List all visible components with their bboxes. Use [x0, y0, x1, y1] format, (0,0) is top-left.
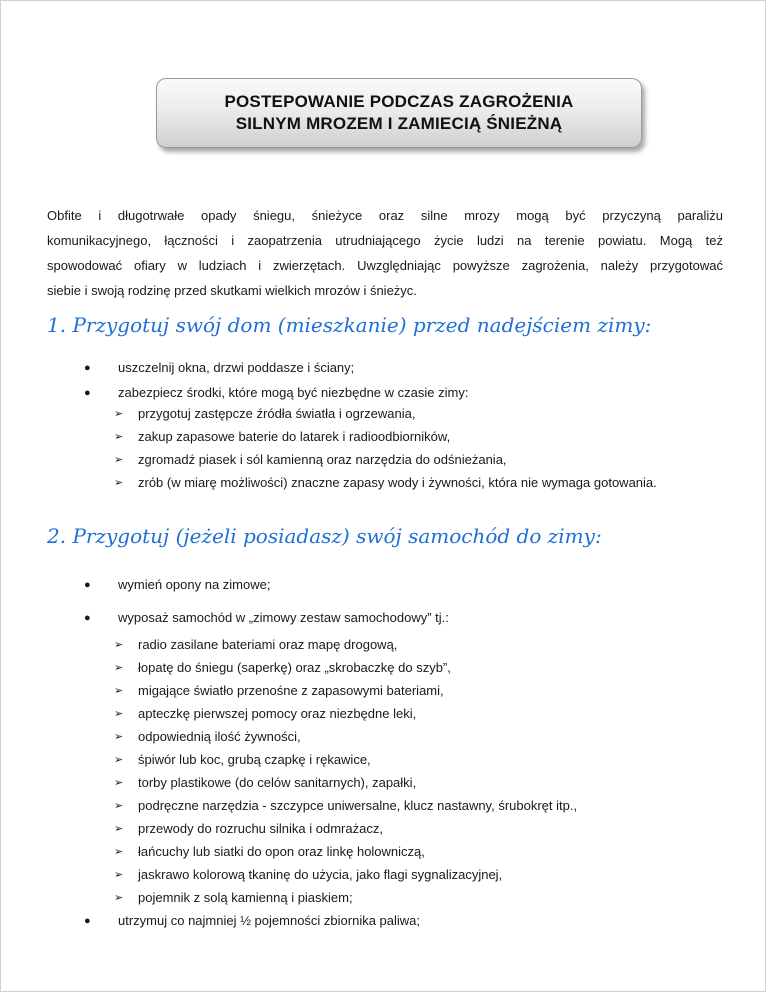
sub-list-item-text: zakup zapasowe baterie do latarek i radioodbiorników,	[138, 429, 451, 444]
sub-list-item-text: jaskrawo kolorową tkaninę do użycia, jako flagi sygnalizacyjnej,	[138, 867, 503, 882]
list-item-text: zabezpiecz środki, które mogą być niezbędne w czasie zimy:	[118, 385, 469, 400]
title-line-2: SILNYM MROZEM I ZAMIECIĄ ŚNIEŻNĄ	[235, 114, 563, 133]
arrow-bullet-icon: ➢	[114, 869, 124, 881]
arrow-bullet-icon: ➢	[114, 685, 124, 697]
sub-list-item	[114, 683, 444, 698]
sub-list-item-text: przygotuj zastępcze źródła światła i ogrzewania,	[138, 406, 416, 421]
sub-list-item	[114, 429, 450, 444]
intro-line-2: komunikacyjnego, łączności i zaopatrzenia utrudniającego życie ludzi na terenie powiatu. Mogą też	[47, 233, 723, 248]
arrow-bullet-icon: ➢	[114, 708, 124, 720]
list-item-text: uszczelnij okna, drzwi poddasze i ściany;	[118, 360, 355, 375]
bullet-icon: ●	[84, 915, 91, 927]
intro-line-4: siebie i swoją rodzinę przed skutkami wielkich mrozów i śnieżyc.	[47, 283, 417, 298]
title-box	[156, 78, 642, 148]
arrow-bullet-icon: ➢	[114, 477, 124, 489]
list-item-text: utrzymuj co najmniej ½ pojemności zbiornika paliwa;	[118, 913, 421, 928]
bullet-icon: ●	[84, 579, 91, 591]
sub-list-item-text: pojemnik z solą kamienną i piaskiem;	[138, 890, 353, 905]
sub-list-item-text: torby plastikowe (do celów sanitarnych), zapałki,	[138, 775, 417, 790]
arrow-bullet-icon: ➢	[114, 639, 124, 651]
sub-list-item	[114, 844, 425, 859]
intro-line-3: spowodować ofiary w ludziach i zwierzętach. Uwzględniając powyższe zagrożenia, należy przygotować	[47, 258, 723, 273]
arrow-bullet-icon: ➢	[114, 823, 124, 835]
list-item-text: wyposaż samochód w „zimowy zestaw samochodowy” tj.:	[118, 610, 449, 625]
arrow-bullet-icon: ➢	[114, 892, 124, 904]
sub-list-item-text: radio zasilane bateriami oraz mapę drogową,	[138, 637, 398, 652]
arrow-bullet-icon: ➢	[114, 431, 124, 443]
sub-list-item-text: zgromadź piasek i sól kamienną oraz narzędzia do odśnieżania,	[138, 452, 507, 467]
title-line-1: POSTEPOWANIE PODCZAS ZAGROŻENIA	[224, 92, 574, 111]
sub-list-item	[114, 752, 371, 767]
sub-list-item	[114, 706, 416, 721]
sub-list-item	[114, 452, 507, 467]
sub-list-item	[114, 637, 397, 652]
list-item	[84, 577, 270, 592]
sub-list-item-text: zrób (w miarę możliwości) znaczne zapasy wody i żywności, która nie wymaga gotowania.	[138, 475, 657, 490]
intro-paragraph	[47, 203, 723, 303]
arrow-bullet-icon: ➢	[114, 800, 124, 812]
arrow-bullet-icon: ➢	[114, 454, 124, 466]
list-item	[84, 385, 468, 400]
bullet-icon: ●	[84, 387, 91, 399]
list-item	[84, 360, 354, 375]
sub-list-item-text: migające światło przenośne z zapasowymi bateriami,	[138, 683, 444, 698]
intro-line-1: Obfite i długotrwałe opady śniegu, śnieżyce oraz silne mrozy mogą być przyczyną paraliżu	[47, 208, 723, 223]
arrow-bullet-icon: ➢	[114, 731, 124, 743]
list-item	[84, 913, 420, 928]
list-item	[84, 610, 449, 625]
bullet-icon: ●	[84, 612, 91, 624]
sub-list-item	[114, 821, 383, 836]
arrow-bullet-icon: ➢	[114, 754, 124, 766]
arrow-bullet-icon: ➢	[114, 662, 124, 674]
sub-list-item-text: przewody do rozruchu silnika i odmrażacz,	[138, 821, 383, 836]
sub-list-item	[114, 729, 301, 744]
arrow-bullet-icon: ➢	[114, 777, 124, 789]
sub-list-item-text: podręczne narzędzia - szczypce uniwersalne, klucz nastawny, śrubokręt itp.,	[138, 798, 578, 813]
sub-list-item	[114, 475, 657, 490]
sub-list-item	[114, 798, 577, 813]
list-item-text: wymień opony na zimowe;	[118, 577, 271, 592]
arrow-bullet-icon: ➢	[114, 846, 124, 858]
sub-list-item	[114, 867, 502, 882]
sub-list-item	[114, 660, 451, 675]
bullet-icon: ●	[84, 362, 91, 374]
sub-list-item-text: łopatę do śniegu (saperkę) oraz „skrobaczkę do szyb”,	[138, 660, 451, 675]
sub-list-item	[114, 890, 353, 905]
sub-list-item-text: odpowiednią ilość żywności,	[138, 729, 301, 744]
sub-list-item-text: śpiwór lub koc, grubą czapkę i rękawice,	[138, 752, 371, 767]
section-1-heading: 1. Przygotuj swój dom (mieszkanie) przed nadejściem zimy:	[47, 313, 652, 337]
sub-list-item	[114, 775, 416, 790]
section-2-heading: 2. Przygotuj (jeżeli posiadasz) swój samochód do zimy:	[47, 524, 602, 548]
arrow-bullet-icon: ➢	[114, 408, 124, 420]
sub-list-item-text: apteczkę pierwszej pomocy oraz niezbędne leki,	[138, 706, 417, 721]
sub-list-item	[114, 406, 415, 421]
sub-list-item-text: łańcuchy lub siatki do opon oraz linkę holowniczą,	[138, 844, 425, 859]
